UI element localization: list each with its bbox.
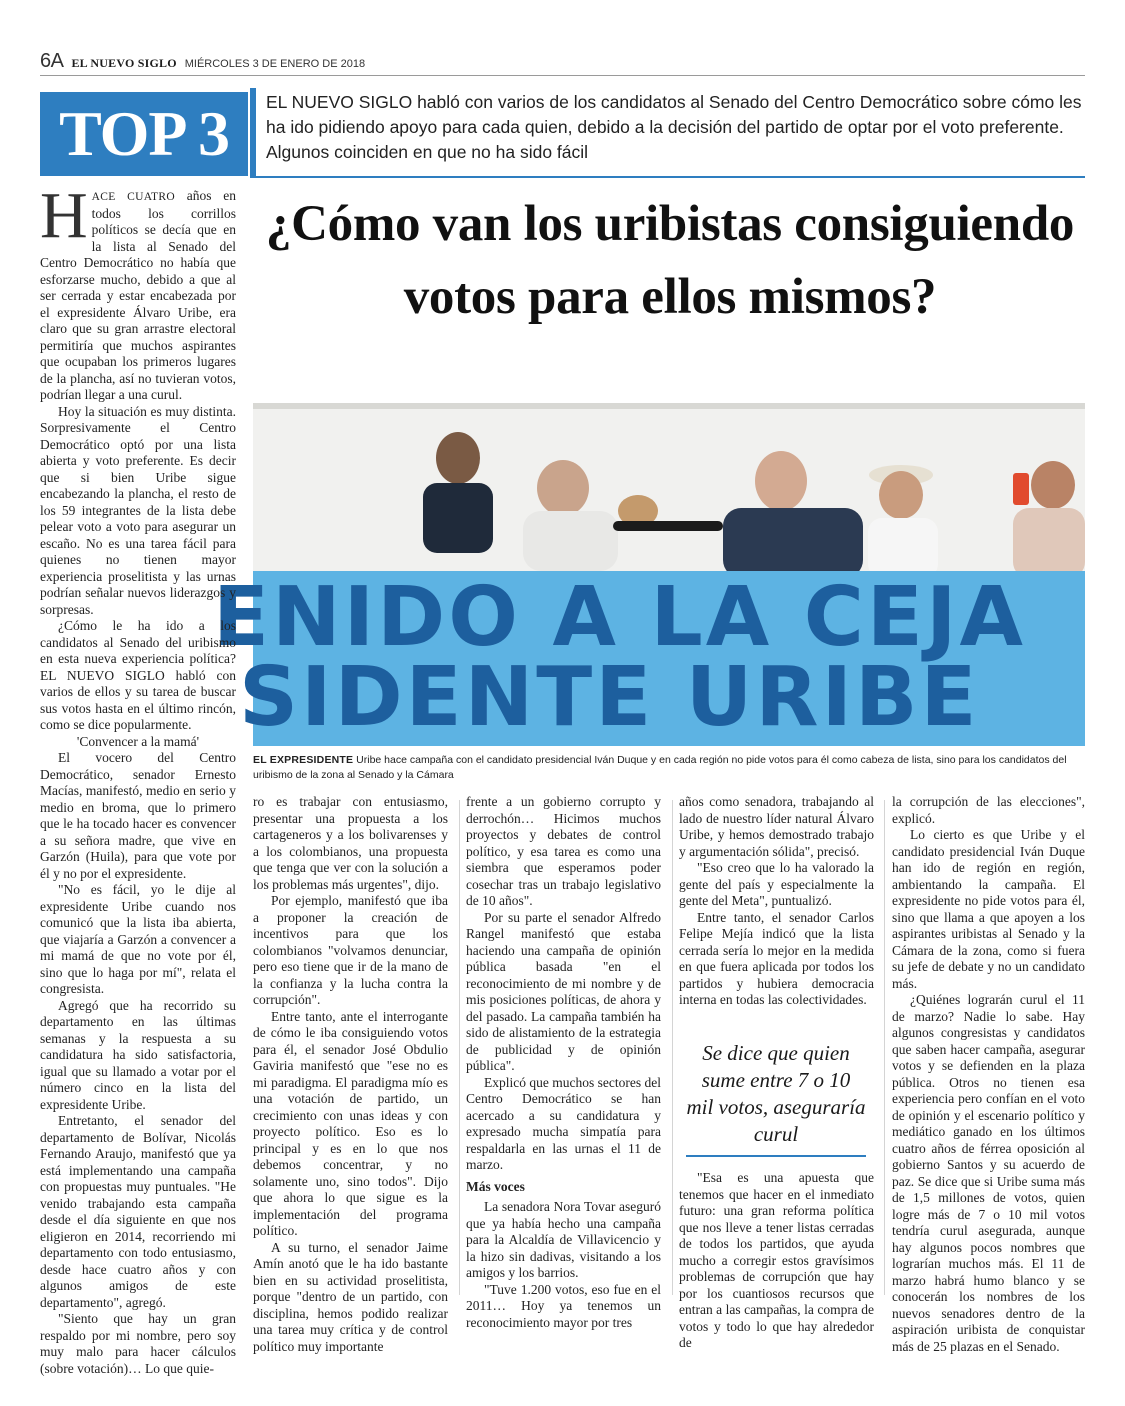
page-number: 6A [40, 50, 64, 72]
column-divider [459, 800, 460, 1295]
article-photo [213, 403, 1085, 746]
paragraph: "No es fácil, yo le dije al expresidente Uribe cuando nos comunicó que la lista iba abierta, que viajaría a Garzón a convencer a mi mamá de que no vote por él, sino que lo haga por mí", relata el congresista. [40, 882, 236, 996]
pull-quote: Se dice que quien sume entre 7 o 10 mil votos, aseguraría curul [686, 1041, 866, 1146]
article-column-1 [40, 179, 236, 1376]
article-column-3 [466, 794, 661, 1330]
newspaper-brand: EL NUEVO SIGLO [71, 56, 177, 70]
photo-caption [253, 753, 1085, 783]
pull-quote-rule [686, 1155, 866, 1157]
paragraph: Entretanto, el senador del departamento de Bolívar, Nicolás Fernando Araujo, manifestó que ya está implementando una campaña con propuestas muy puntuales. "He venido trabajando esta campaña desde el día siguiente en que nos eligieron en 2014, recorriendo mi departamento con todo entusiasmo, desde hace cuatro años y con algunos amigos de este departamento", agregó. [40, 1113, 236, 1310]
opening-text: años en todos los corrillos políticos se decía que en la lista al Senado del Centro Democrático no había que esforzarse mucho, debido a que al ser cerrada y estar encabezada por el expresidente Álvaro Uribe, era claro que su gran arrastre electoral permitiría que muchos aspirantes que ocupaban los primeros lugares de la plancha, así no tuvieran votos, podrían llegar a una curul. [40, 188, 236, 402]
article-headline: ¿Cómo van los uribistas consiguiendo votos para ellos mismos? [265, 196, 1075, 325]
article-column-4 [679, 794, 874, 1034]
page-folio [40, 50, 1085, 76]
paragraph: El vocero del Centro Democrático, senador Ernesto Macías, manifestó, medio en serio y medio en broma, que lo primero que le ha tocado hacer es convencer a su señora madre, que vive en Garzón (Huila), para que vote por él y no por el expresidente. [40, 750, 236, 881]
paragraph: Explicó que muchos sectores del Centro Democrático se han acercado a su candidatura y expresado mucha simpatía para respaldarla en las urnas el 11 de marzo. [466, 1074, 661, 1172]
paragraph: "Esa es una apuesta que tenemos que hacer en el inmediato futuro: una gran reforma política que nos lleve a tener listas cerradas de todos los partidos, que ayuda mucho a corregir estos gravísimos problemas de corrupción que hay por los cuantiosos recursos que entran a las campañas, la compra de votos y todo lo que hay alrededor de [679, 1170, 874, 1350]
paragraph: Entre tanto, ante el interrogante de cómo le iba consiguiendo votos para él, el senador José Obdulio Gaviria manifestó que "ese no es mi paradigma. El paradigma mío es una votación de partido, un crecimiento con unas ideas y con proyecto político. Eso es lo principal y es en lo que nos debemos concentrar, y no solamente uno, sino todos". Dijo que ahora lo que sigue es la implementación del programa político. [253, 1008, 448, 1238]
article-column-4-continued [679, 1170, 874, 1350]
paragraph: Hoy la situación es muy distinta. Sorpresivamente el Centro Democrático optó por una lista abierta y voto preferente. Es decir que si bien Uribe sigue encabezando la plancha, el resto de los 59 integrantes de la lista debe pelear voto a voto para asegurar un escaño. No es una tarea fácil para quienes no tienen mayor experiencia proselitista y las urnas podrían señalar nuevos liderazgos y sorpresas. [40, 403, 236, 617]
paragraph: Por ejemplo, manifestó que iba a proponer la creación de incentivos para que los colombianos "volvamos denunciar, pero eso tiene que ir de la mano de la confianza y la lucha contra la corrupción". [253, 893, 448, 1007]
paragraph: La senadora Nora Tovar aseguró que ya había hecho una campaña para la Alcaldía de Villavicencio y la hizo sin dadivas, visitando a los amigos y los barrios. [466, 1199, 661, 1280]
paragraph-opening [40, 179, 236, 404]
paragraph: A su turno, el senador Jaime Amín anotó que le ha ido bastante bien en su actividad proselitista, porque "dentro de un partido, con disciplina, hemos podido realizar una tarea muy crítica y de control político muy importante [253, 1239, 448, 1354]
banner-text-line1: ENIDO A LA CEJA [213, 570, 1026, 665]
drop-cap: H [40, 179, 88, 252]
roof-edge [253, 403, 1085, 409]
paragraph: ¿Quiénes lograrán curul el 11 de marzo? Nadie lo sabe. Hay algunos congresistas y candidatos que saben hacer campaña, asegurar votos y se defienden en la plaza pública. Otros no tienen esa experiencia pero confían en el voto de opinión y el escenario político y mediático ganado en los últimos cuatro años de férrea oposición al gobierno Santos y su acuerdo de paz. Se dice que si Uribe suma más de 1,5 millones de votos, quien logre más de 7 o 10 mil votos tendría curul asegurada, aunque hay algunos pocos nombres que lograrían muchos más. El 11 de marzo habrá humo blanco y se conocerán los nombres de los nuevos senadores dentro de la aspiración uribista de conquistar más de 25 plazas en el Senado. [892, 992, 1085, 1354]
paragraph: Entre tanto, el senador Carlos Felipe Mejía indicó que la lista cerrada sería lo mejor en la medida en que fuera aplicada por todos los partidos y hubiera democracia interna en todas las colectividades. [679, 909, 874, 1007]
paragraph: ¿Cómo le ha ido a los candidatos al Senado del uribismo en esta nueva experiencia política? EL NUEVO SIGLO habló con varios de ellos y su tarea de buscar sus votos hasta en el último rincón, como se dice popularmente. [40, 618, 236, 732]
subheading-mas-voces: Más voces [466, 1178, 525, 1194]
paragraph: años como senadora, trabajando al lado de nuestro líder natural Álvaro Uribe, y hemos demostrado trabajo y argumentación sólida", precisó. [679, 794, 874, 859]
paragraph: "Siento que hay un gran respaldo por mi nombre, pero soy muy malo para hacer cálculos (sobre votación)… Lo que quie- [40, 1311, 236, 1376]
section-badge-top3: TOP 3 [40, 92, 248, 176]
paragraph: "Eso creo que lo ha valorado la gente del país y especialmente la gente del Meta", puntualizó. [679, 860, 874, 908]
paragraph: Por su parte el senador Alfredo Rangel manifestó que estaba haciendo una campaña de opinión pública basada "en el reconocimiento de mi nombre y de mis posiciones políticas, de ahora y del pasado. La campaña también ha sido de alistamiento de la estrategia de publicidad y de opinión pública". [466, 909, 661, 1073]
issue-date: MIÉRCOLES 3 DE ENERO DE 2018 [184, 58, 366, 70]
caption-lead: EL EXPRESIDENTE [253, 754, 354, 766]
caption-text: Uribe hace campaña con el candidato presidencial Iván Duque y en cada región no pide votos para él como cabeza de lista, sino para los candidatos del uribismo de la zona al Senado y la Cámara [253, 754, 1067, 781]
paragraph: frente a un gobierno corrupto y derrochón… Hicimos muchos proyectos y debates de control político, y esa tarea es como una siembra que esperamos poder cosechar tras un trabajo legislativo de 10 años". [466, 794, 661, 908]
subheading-convencer: 'Convencer a la mamá' [76, 733, 200, 749]
photo-illustration [213, 403, 1085, 746]
opening-smallcaps: ACE CUATRO [91, 191, 175, 203]
article-column-2 [253, 794, 448, 1354]
article-column-5 [892, 794, 1085, 1354]
banner-text-line2: SIDENTE URIBE [239, 650, 980, 745]
column-divider [672, 800, 673, 1295]
paragraph: la corrupción de las elecciones", explicó. [892, 794, 1085, 826]
paragraph: Agregó que ha recorrido su departamento en las últimas semanas y la respuesta a su candidatura ha sido satisfactoria, igual que su llamado a votar por el número cinco en la lista del expresidente Uribe. [40, 997, 236, 1112]
article-intro: EL NUEVO SIGLO habló con varios de los candidatos al Senado del Centro Democrático sobre cómo les ha ido pidiendo apoyo para cada quien, debido a la decisión del partido de optar por el voto preferente. Algunos coinciden en que no ha sido fácil [250, 88, 1085, 178]
paragraph: ro es trabajar con entusiasmo, presentar una propuesta a los cartageneros y a los bolivarenses y a los colombianos, una propuesta que tenga que ver con la solución a los problemas más urgentes", dijo. [253, 794, 448, 892]
paragraph: Lo cierto es que Uribe y el candidato presidencial Iván Duque han ido de región en región, ambientando la campaña. El expresidente no pide votos para él, sino que llama a que apoyen a los aspirantes uribistas al Senado y la Cámara de la zona, como si fuera su jefe de debate y no un candidato más. [892, 827, 1085, 991]
paragraph: "Tuve 1.200 votos, eso fue en el 2011… Hoy ya tenemos un reconocimiento mayor por tres [466, 1281, 661, 1330]
column-divider [884, 800, 885, 1295]
